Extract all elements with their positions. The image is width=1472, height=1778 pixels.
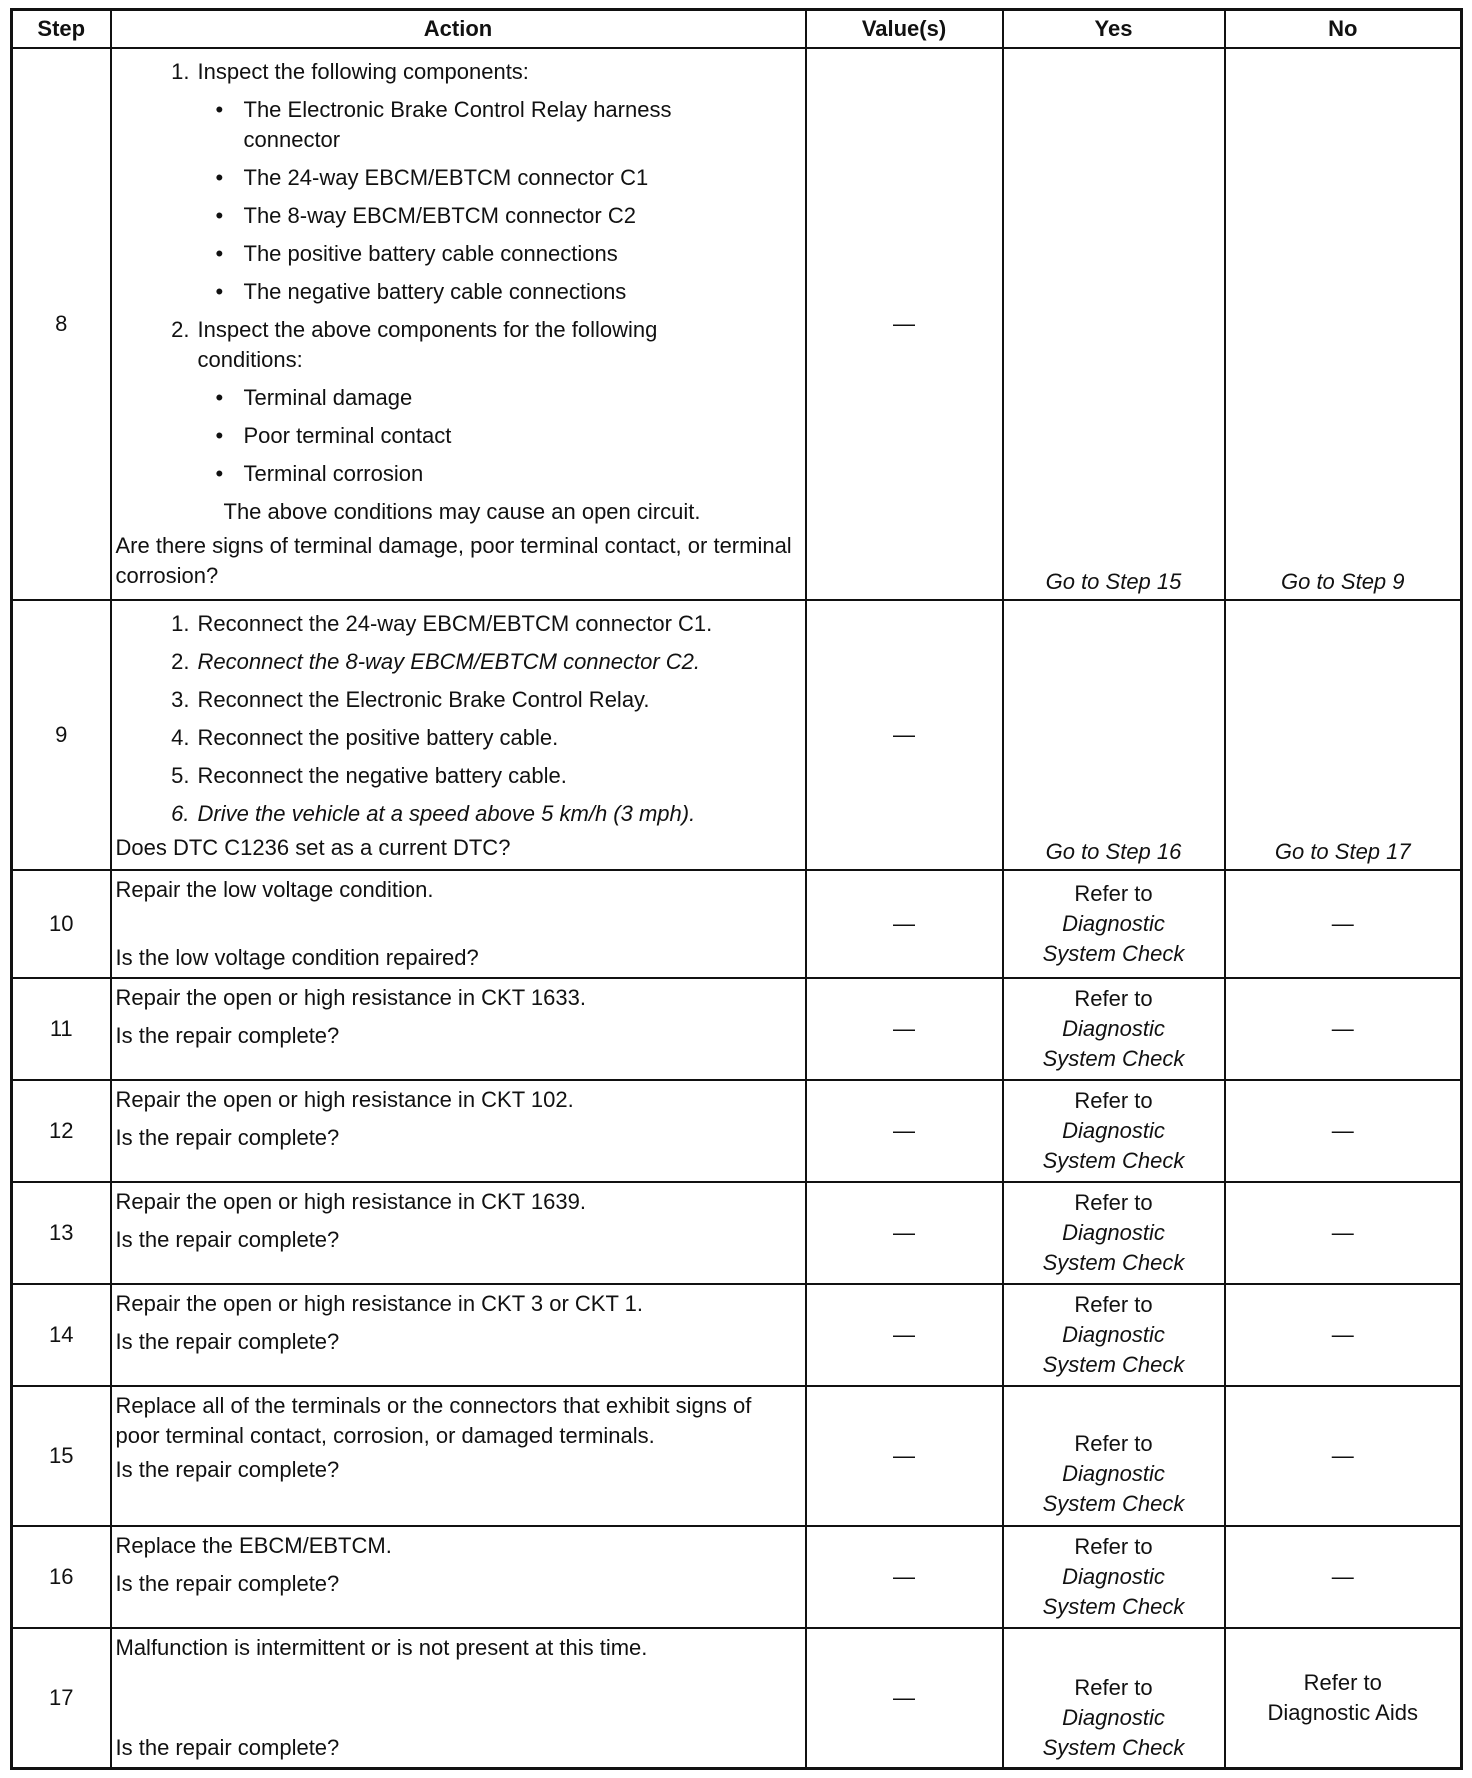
- no-cell: —: [1225, 1080, 1462, 1182]
- yes-cell: Refer to Diagnostic System Check: [1003, 1284, 1225, 1386]
- question-text: Is the repair complete?: [115, 1571, 340, 1596]
- question-text: Is the repair complete?: [115, 1457, 340, 1482]
- action-cell: [111, 1386, 806, 1526]
- value-cell: —: [806, 1080, 1003, 1182]
- value-cell: —: [806, 870, 1003, 978]
- action-text: Repair the low voltage condition.: [115, 877, 434, 902]
- yes-cell: [1003, 600, 1225, 870]
- step-number: 13: [12, 1182, 111, 1284]
- no-cell: —: [1225, 870, 1462, 978]
- list-item: 5. Reconnect the negative battery cable.: [171, 763, 567, 788]
- step-number: 17: [12, 1628, 111, 1769]
- step-number: 10: [12, 870, 111, 978]
- header-row: [12, 10, 1462, 49]
- action-text: Replace the EBCM/EBTCM.: [115, 1533, 392, 1558]
- list-item: 2. Reconnect the 8-way EBCM/EBTCM connector C2.: [171, 649, 701, 674]
- action-cell: [111, 1526, 806, 1628]
- no-cell: [1225, 48, 1462, 600]
- step-number: 15: [12, 1386, 111, 1526]
- header-step: Step: [12, 10, 111, 49]
- table-row: [12, 870, 1462, 978]
- no-link: Go to Step 9: [1280, 569, 1405, 594]
- no-cell: [1225, 600, 1462, 870]
- yes-cell: Refer to Diagnostic System Check: [1003, 978, 1225, 1080]
- note-text: The above conditions may cause an open circuit.: [223, 499, 701, 524]
- list-item: • The Electronic Brake Control Relay harness connector: [215, 97, 672, 152]
- value-cell: —: [806, 1386, 1003, 1526]
- action-cell: [111, 1284, 806, 1386]
- action-text: Repair the open or high resistance in CKT 3 or CKT 1.: [115, 1291, 643, 1316]
- yes-link: Go to Step 16: [1045, 839, 1182, 864]
- action-cell: [111, 600, 806, 870]
- table-row: [12, 1080, 1462, 1182]
- yes-cell: [1003, 48, 1225, 600]
- question-text: Does DTC C1236 set as a current DTC?: [115, 835, 511, 860]
- value-cell: —: [806, 1284, 1003, 1386]
- action-text: Repair the open or high resistance in CKT 1633.: [115, 985, 586, 1010]
- value-cell: —: [806, 1182, 1003, 1284]
- question-text: Is the repair complete?: [115, 1227, 340, 1252]
- value-cell: —: [806, 48, 1003, 600]
- no-cell: —: [1225, 1526, 1462, 1628]
- header-no: No: [1225, 10, 1462, 49]
- value-cell: —: [806, 1526, 1003, 1628]
- yes-cell: Refer to Diagnostic System Check: [1003, 1182, 1225, 1284]
- table-row: [12, 1628, 1462, 1769]
- value-cell: —: [806, 978, 1003, 1080]
- no-cell: —: [1225, 1182, 1462, 1284]
- step-number: 14: [12, 1284, 111, 1386]
- step-number: 9: [12, 600, 111, 870]
- action-text: Malfunction is intermittent or is not present at this time.: [115, 1635, 648, 1660]
- table-row: [12, 978, 1462, 1080]
- list-item: • Terminal corrosion: [215, 461, 424, 486]
- action-cell: [111, 1080, 806, 1182]
- list-item: 3. Reconnect the Electronic Brake Control Relay.: [171, 687, 650, 712]
- value-cell: —: [806, 1628, 1003, 1769]
- no-cell: Refer to Diagnostic Aids: [1225, 1628, 1462, 1769]
- header-values: Value(s): [806, 10, 1003, 49]
- header-action: Action: [111, 10, 806, 49]
- action-text: Replace all of the terminals or the connectors that exhibit signs of poor terminal contact, corrosion, or damaged terminals.: [115, 1393, 752, 1448]
- table-row: [12, 600, 1462, 870]
- action-cell: [111, 870, 806, 978]
- question-text: Is the repair complete?: [115, 1329, 340, 1354]
- table-row: [12, 1284, 1462, 1386]
- list-item: • The negative battery cable connections: [215, 279, 627, 304]
- question-text: Is the repair complete?: [115, 1023, 340, 1048]
- question-text: Are there signs of terminal damage, poor terminal contact, or terminal corrosion?: [115, 533, 792, 588]
- yes-cell: Refer to Diagnostic System Check: [1003, 1386, 1225, 1526]
- table-row: [12, 1526, 1462, 1628]
- step-number: 12: [12, 1080, 111, 1182]
- list-item: • Poor terminal contact: [215, 423, 452, 448]
- list-item: • The 8-way EBCM/EBTCM connector C2: [215, 203, 636, 228]
- step-number: 8: [12, 48, 111, 600]
- table-row: [12, 1386, 1462, 1526]
- yes-cell: Refer to Diagnostic System Check: [1003, 1628, 1225, 1769]
- header-yes: Yes: [1003, 10, 1225, 49]
- action-text: Repair the open or high resistance in CKT 102.: [115, 1087, 574, 1112]
- table-row: [12, 1182, 1462, 1284]
- action-text: Repair the open or high resistance in CKT 1639.: [115, 1189, 586, 1214]
- yes-cell: Refer to Diagnostic System Check: [1003, 1526, 1225, 1628]
- list-item: • The positive battery cable connections: [215, 241, 618, 266]
- diagnostic-table: [10, 8, 1463, 1770]
- no-cell: —: [1225, 978, 1462, 1080]
- no-cell: —: [1225, 1284, 1462, 1386]
- list-item: 1. Inspect the following components:: [171, 59, 529, 84]
- step-number: 11: [12, 978, 111, 1080]
- question-text: Is the repair complete?: [115, 1125, 340, 1150]
- no-cell: —: [1225, 1386, 1462, 1526]
- action-cell: [111, 978, 806, 1080]
- yes-link: Go to Step 15: [1045, 569, 1182, 594]
- list-item: 1. Reconnect the 24-way EBCM/EBTCM connector C1.: [171, 611, 713, 636]
- list-item: • Terminal damage: [215, 385, 413, 410]
- question-text: Is the repair complete?: [115, 1735, 340, 1760]
- action-cell: [111, 1182, 806, 1284]
- action-cell: [111, 1628, 806, 1769]
- yes-cell: Refer to Diagnostic System Check: [1003, 870, 1225, 978]
- action-cell: [111, 48, 806, 600]
- table-row: [12, 48, 1462, 600]
- question-text: Is the low voltage condition repaired?: [115, 945, 479, 970]
- list-item: • The 24-way EBCM/EBTCM connector C1: [215, 165, 649, 190]
- list-item: 4. Reconnect the positive battery cable.: [171, 725, 559, 750]
- list-item: 6. Drive the vehicle at a speed above 5 km/h (3 mph).: [171, 801, 696, 826]
- yes-cell: Refer to Diagnostic System Check: [1003, 1080, 1225, 1182]
- no-link: Go to Step 17: [1274, 839, 1411, 864]
- list-item: 2. Inspect the above components for the following conditions:: [171, 317, 658, 372]
- value-cell: —: [806, 600, 1003, 870]
- step-number: 16: [12, 1526, 111, 1628]
